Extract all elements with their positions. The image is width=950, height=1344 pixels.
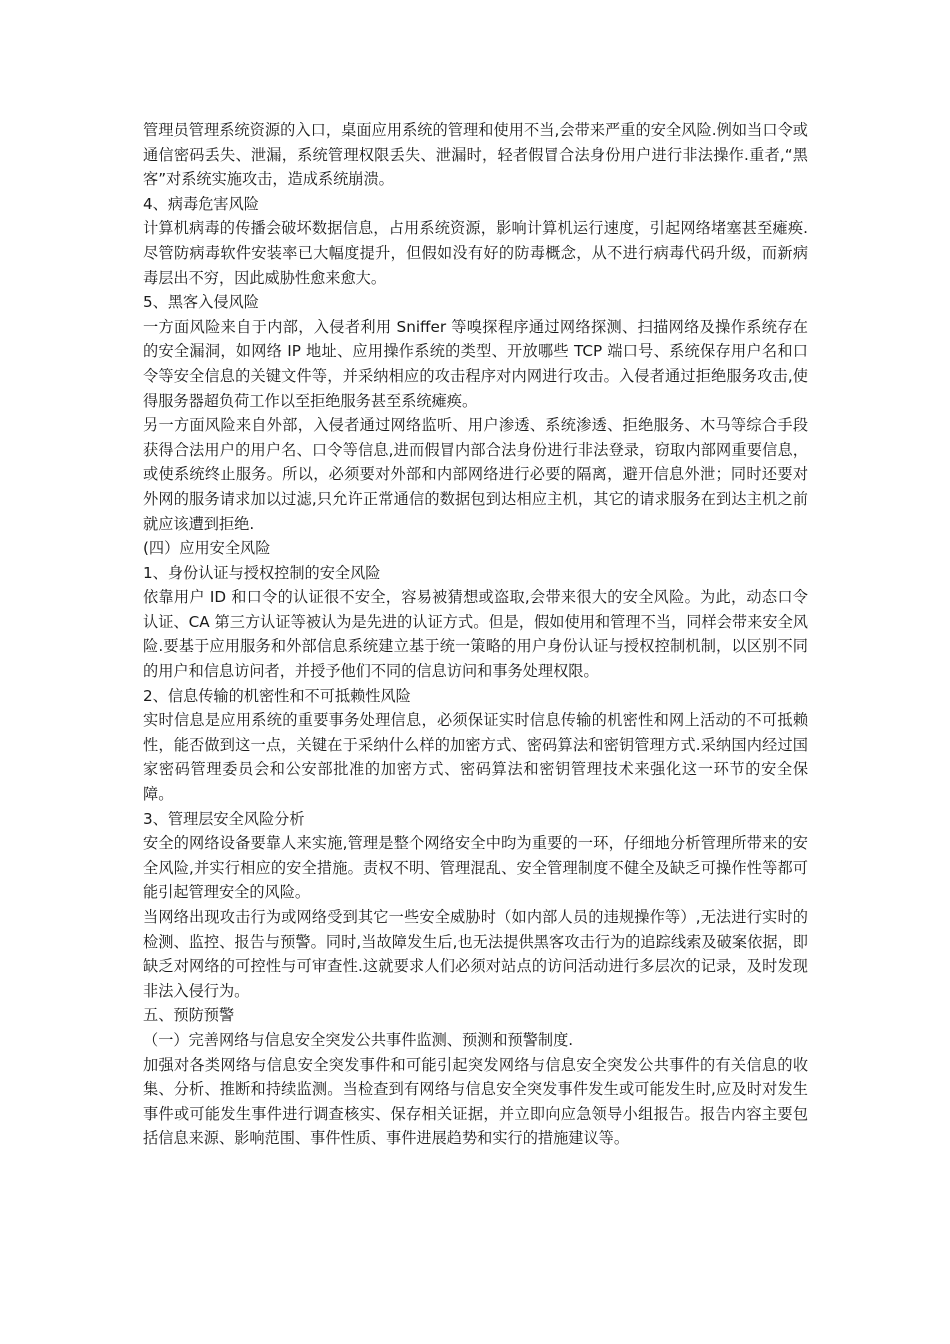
heading-transmission-risk: 2、信息传输的机密性和不可抵赖性风险 (143, 686, 411, 705)
paragraph-monitoring-system: 加强对各类网络与信息安全突发事件和可能引起突发网络与信息安全突发公共事件的有关信息的收集、分析、推断和持续监测。当检查到有网络与信息安全突发事件发生或可能发生时,应及时对发生事件或可能发生事件进行调查核实、保存相关证据，并立即向应急领导小组报告。报告内容主要包括信息来源、影响范围、事件性质、事件进展趋势和实行的措施建议等。 (143, 1055, 808, 1148)
heading-prevention: 五、预防预警 (143, 1006, 235, 1025)
heading-virus-risk: 4、病毒危害风险 (143, 194, 259, 213)
paragraph-transmission-risk: 实时信息是应用系统的重要事务处理信息，必须保证实时信息传输的机密性和网上活动的不可抵赖性，能否做到这一点，关键在于采纳什么样的加密方式、密码算法和密钥管理方式.采纳国内经过国家密码管理委员会和公安部批准的加密方式、密码算法和密钥管理技术来强化这一环节的安全保障。 (143, 711, 808, 804)
paragraph-admin-risk: 管理员管理系统资源的入口，桌面应用系统的管理和使用不当,会带来严重的安全风险.例如当口令或通信密码丢失、泄漏，系统管理权限丢失、泄漏时，轻者假冒合法身份用户进行非法操作.重者,“黑客”对系统实施攻击，造成系统崩溃。 (143, 121, 808, 189)
paragraph-internal-risk: 一方面风险来自于内部，入侵者利用 Sniffer 等嗅探程序通过网络探测、扫描网络及操作系统存在的安全漏洞，如网络 IP 地址、应用操作系统的类型、开放哪些 TCP 端口号、系统保存用户名和口令等安全信息的关键文件等，并采纳相应的攻击程序对内网进行攻击。入侵者通过拒绝服务攻击,使得服务器超负荷工作以至拒绝服务甚至系统瘫痪。 (143, 317, 808, 410)
paragraph-monitoring-risk: 当网络出现攻击行为或网络受到其它一些安全威胁时（如内部人员的违规操作等）,无法进行实时的检测、监控、报告与预警。同时,当故障发生后,也无法提供黑客攻击行为的追踪线索及破案依据，即缺乏对网络的可控性与可审查性.这就要求人们必须对站点的访问活动进行多层次的记录，及时发现非法入侵行为。 (143, 908, 808, 1000)
paragraph-external-risk: 另一方面风险来自外部，入侵者通过网络监听、用户渗透、系统渗透、拒绝服务、木马等综合手段获得合法用户的用户名、口令等信息,进而假冒内部合法身份进行非法登录，窃取内部网重要信息，或使系统终止服务。所以，必须要对外部和内部网络进行必要的隔离，避开信息外泄；同时还要对外网的服务请求加以过滤,只允许正常通信的数据包到达相应主机，其它的请求服务在到达主机之前就应该遭到拒绝. (143, 416, 808, 533)
heading-monitoring-system: （一）完善网络与信息安全突发公共事件监测、预测和预警制度. (143, 1030, 574, 1049)
heading-auth-risk: 1、身份认证与授权控制的安全风险 (143, 563, 381, 582)
paragraph-auth-risk: 依靠用户 ID 和口令的认证很不安全，容易被猜想或盗取,会带来很大的安全风险。为此，动态口令认证、CA 第三方认证等被认为是先进的认证方式。但是，假如使用和管理不当，同样会带来安全风险.要基于应用服务和外部信息系统建立基于统一策略的用户身份认证与授权控制机制，以区别不同的用户和信息访问者，并授予他们不同的信息访问和事务处理权限。 (143, 588, 808, 681)
paragraph-management-risk: 安全的网络设备要靠人来实施,管理是整个网络安全中昀为重要的一环，仔细地分析管理所带来的安全风险,并实行相应的安全措施。责权不明、管理混乱、安全管理制度不健全及缺乏可操作性等都可能引起管理安全的风险。 (143, 834, 808, 902)
heading-hacker-risk: 5、黑客入侵风险 (143, 293, 259, 312)
heading-application-risk: (四）应用安全风险 (143, 539, 271, 558)
document-page (143, 118, 808, 1151)
heading-management-risk: 3、管理层安全风险分析 (143, 809, 305, 828)
paragraph-virus-risk: 计算机病毒的传播会破坏数据信息，占用系统资源，影响计算机运行速度，引起网络堵塞甚至瘫痪.尽管防病毒软件安装率已大幅度提升，但假如没有好的防毒概念，从不进行病毒代码升级，而新病毒层出不穷，因此威胁性愈来愈大。 (143, 219, 808, 287)
